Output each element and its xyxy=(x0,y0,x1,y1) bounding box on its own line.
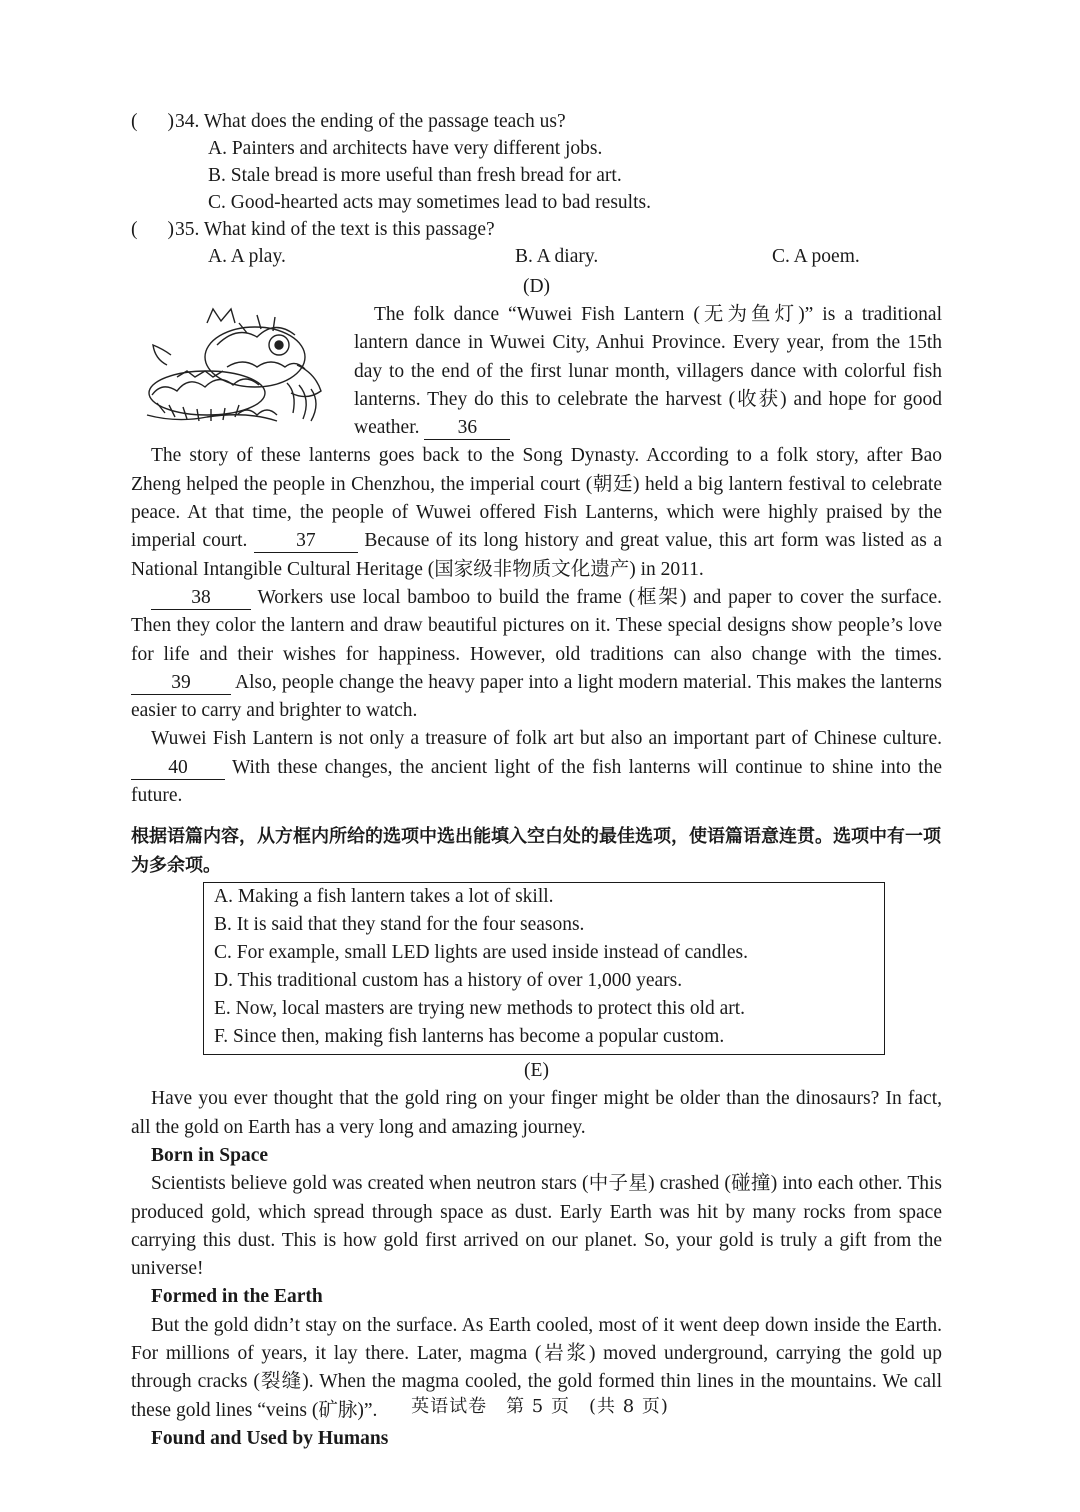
fish-lantern-drawing xyxy=(137,305,342,431)
option-box xyxy=(203,882,885,1055)
fish-lantern-illustration xyxy=(137,305,342,431)
paragraph-2-text-a: The story of these lanterns goes back to the Song Dynasty. According to a folk story, after Bao Zheng helped the people in Chenzhou, the imperial court (朝廷) held a big lantern festival to celebrate peace. At that time, the people of Wuwei offered Fish Lanterns, which were highly praised by the imperial court. xyxy=(131,445,942,552)
box-option-a: A. Making a fish lantern takes a lot of skill. xyxy=(214,886,554,908)
q35-option-c: C. A poem. xyxy=(772,246,860,267)
section-d-passage xyxy=(131,301,942,584)
section-e-heading-3: Found and Used by Humans xyxy=(151,1427,389,1449)
question-35-stem: 35. What kind of the text is this passage? xyxy=(175,219,495,240)
section-d-instruction: 根据语篇内容，从方框内所给的选项中选出能填入空白处的最佳选项，使语篇语意连贯。选项中有一项为多余项。 xyxy=(131,826,941,877)
section-d-title: (D) xyxy=(522,276,551,297)
blank-40[interactable]: 40 xyxy=(131,757,225,780)
box-option-f: F. Since then, making fish lanterns has become a popular custom. xyxy=(214,1026,725,1048)
blank-38[interactable]: 38 xyxy=(151,587,251,610)
paragraph-2-text-b: Because of its long history and great value, this art form was listed as a National Intangible Cultural Heritage (国家级非物质文化遗产) in 2011. xyxy=(131,530,942,580)
blank-37[interactable]: 37 xyxy=(254,530,358,553)
section-d-paragraph-4 xyxy=(131,725,942,810)
box-option-b: B. It is said that they stand for the four seasons. xyxy=(214,914,585,936)
q35-option-a: A. A play. xyxy=(208,246,286,267)
q35-options xyxy=(131,243,942,272)
q35-option-b: B. A diary. xyxy=(515,246,599,267)
q34-option-a: A. Painters and architects have very different jobs. xyxy=(208,138,603,159)
paragraph-1-text: The folk dance “Wuwei Fish Lantern (无为鱼灯)” is a traditional lantern dance in Wuwei City, Anhui Province. Every year, from the 15th day to the end of the first lunar month, villagers dance with colorful fish lanterns. They do this to celebrate the harvest (收获) and hope for good weather. xyxy=(354,304,942,439)
section-e-heading-1: Born in Space xyxy=(151,1144,269,1166)
box-option-e: E. Now, local masters are trying new methods to protect this old art. xyxy=(214,998,746,1020)
paren-open: ( xyxy=(131,219,138,240)
paragraph-4-text-a: Wuwei Fish Lantern is not only a treasure of folk art but also an important part of Chinese culture. xyxy=(151,728,942,750)
question-35 xyxy=(131,216,942,243)
box-option-d: D. This traditional custom has a history of over 1,000 years. xyxy=(214,970,683,992)
question-34-stem: 34. What does the ending of the passage teach us? xyxy=(175,111,566,132)
section-d-paragraph-2 xyxy=(131,442,942,583)
box-option-c: C. For example, small LED lights are used inside instead of candles. xyxy=(214,942,748,964)
q34-option-c: C. Good-hearted acts may sometimes lead to bad results. xyxy=(208,192,651,213)
question-34 xyxy=(131,108,942,135)
answer-paren-35[interactable] xyxy=(131,216,174,244)
q34-option-b: B. Stale bread is more useful than fresh bread for art. xyxy=(208,165,622,186)
blank-39[interactable]: 39 xyxy=(131,672,231,695)
paren-close: ) xyxy=(167,219,174,240)
section-e-intro: Have you ever thought that the gold ring on your finger might be older than the dinosaurs? In fact, all the gold on Earth has a very long and amazing journey. xyxy=(131,1088,942,1138)
blank-36[interactable]: 36 xyxy=(424,417,510,440)
section-e-heading-2: Formed in the Earth xyxy=(151,1286,323,1308)
paragraph-3-text-a: Workers use local bamboo to build the frame (框架) and paper to cover the surface. Then they color the lantern and draw beautiful pictures on it. These special designs show people’s love for life and their wishes for happiness. However, old traditions can also change with the times. xyxy=(131,586,943,665)
answer-paren-34[interactable] xyxy=(131,108,174,136)
section-e-paragraph-1: Scientists believe gold was created when neutron stars (中子星) crashed (碰撞) into each other. This produced gold, which spread through space as dust. Early Earth was hit by many rocks from space carrying this dust. This is how gold first arrived on our planet. So, your gold is truly a gift from the universe! xyxy=(131,1173,942,1280)
section-e-paragraph-2: But the gold didn’t stay on the surface. As Earth cooled, most of it went deep down inside the Earth. For millions of years, it lay there. Later, magma (岩浆) moved underground, carrying the gold up through cracks (裂缝). When the magma cooled, the gold formed thin lines in the mountains. We call these gold lines “veins (矿脉)”. xyxy=(131,1314,942,1421)
exam-page xyxy=(131,108,942,1453)
paragraph-4-text-b: With these changes, the ancient light of the fish lanterns will continue to shine into the future. xyxy=(131,756,942,807)
paragraph-3-text-b: Also, people change the heavy paper into a light modern material. This makes the lanterns easier to carry and brighter to watch. xyxy=(131,671,942,722)
page-footer: 英语试卷 第 5 页 (共 8 页) xyxy=(411,1396,669,1417)
section-d-paragraph-3 xyxy=(131,584,942,725)
paren-close: ) xyxy=(167,111,174,132)
section-e-title: (E) xyxy=(524,1060,549,1082)
paren-open: ( xyxy=(131,111,138,132)
